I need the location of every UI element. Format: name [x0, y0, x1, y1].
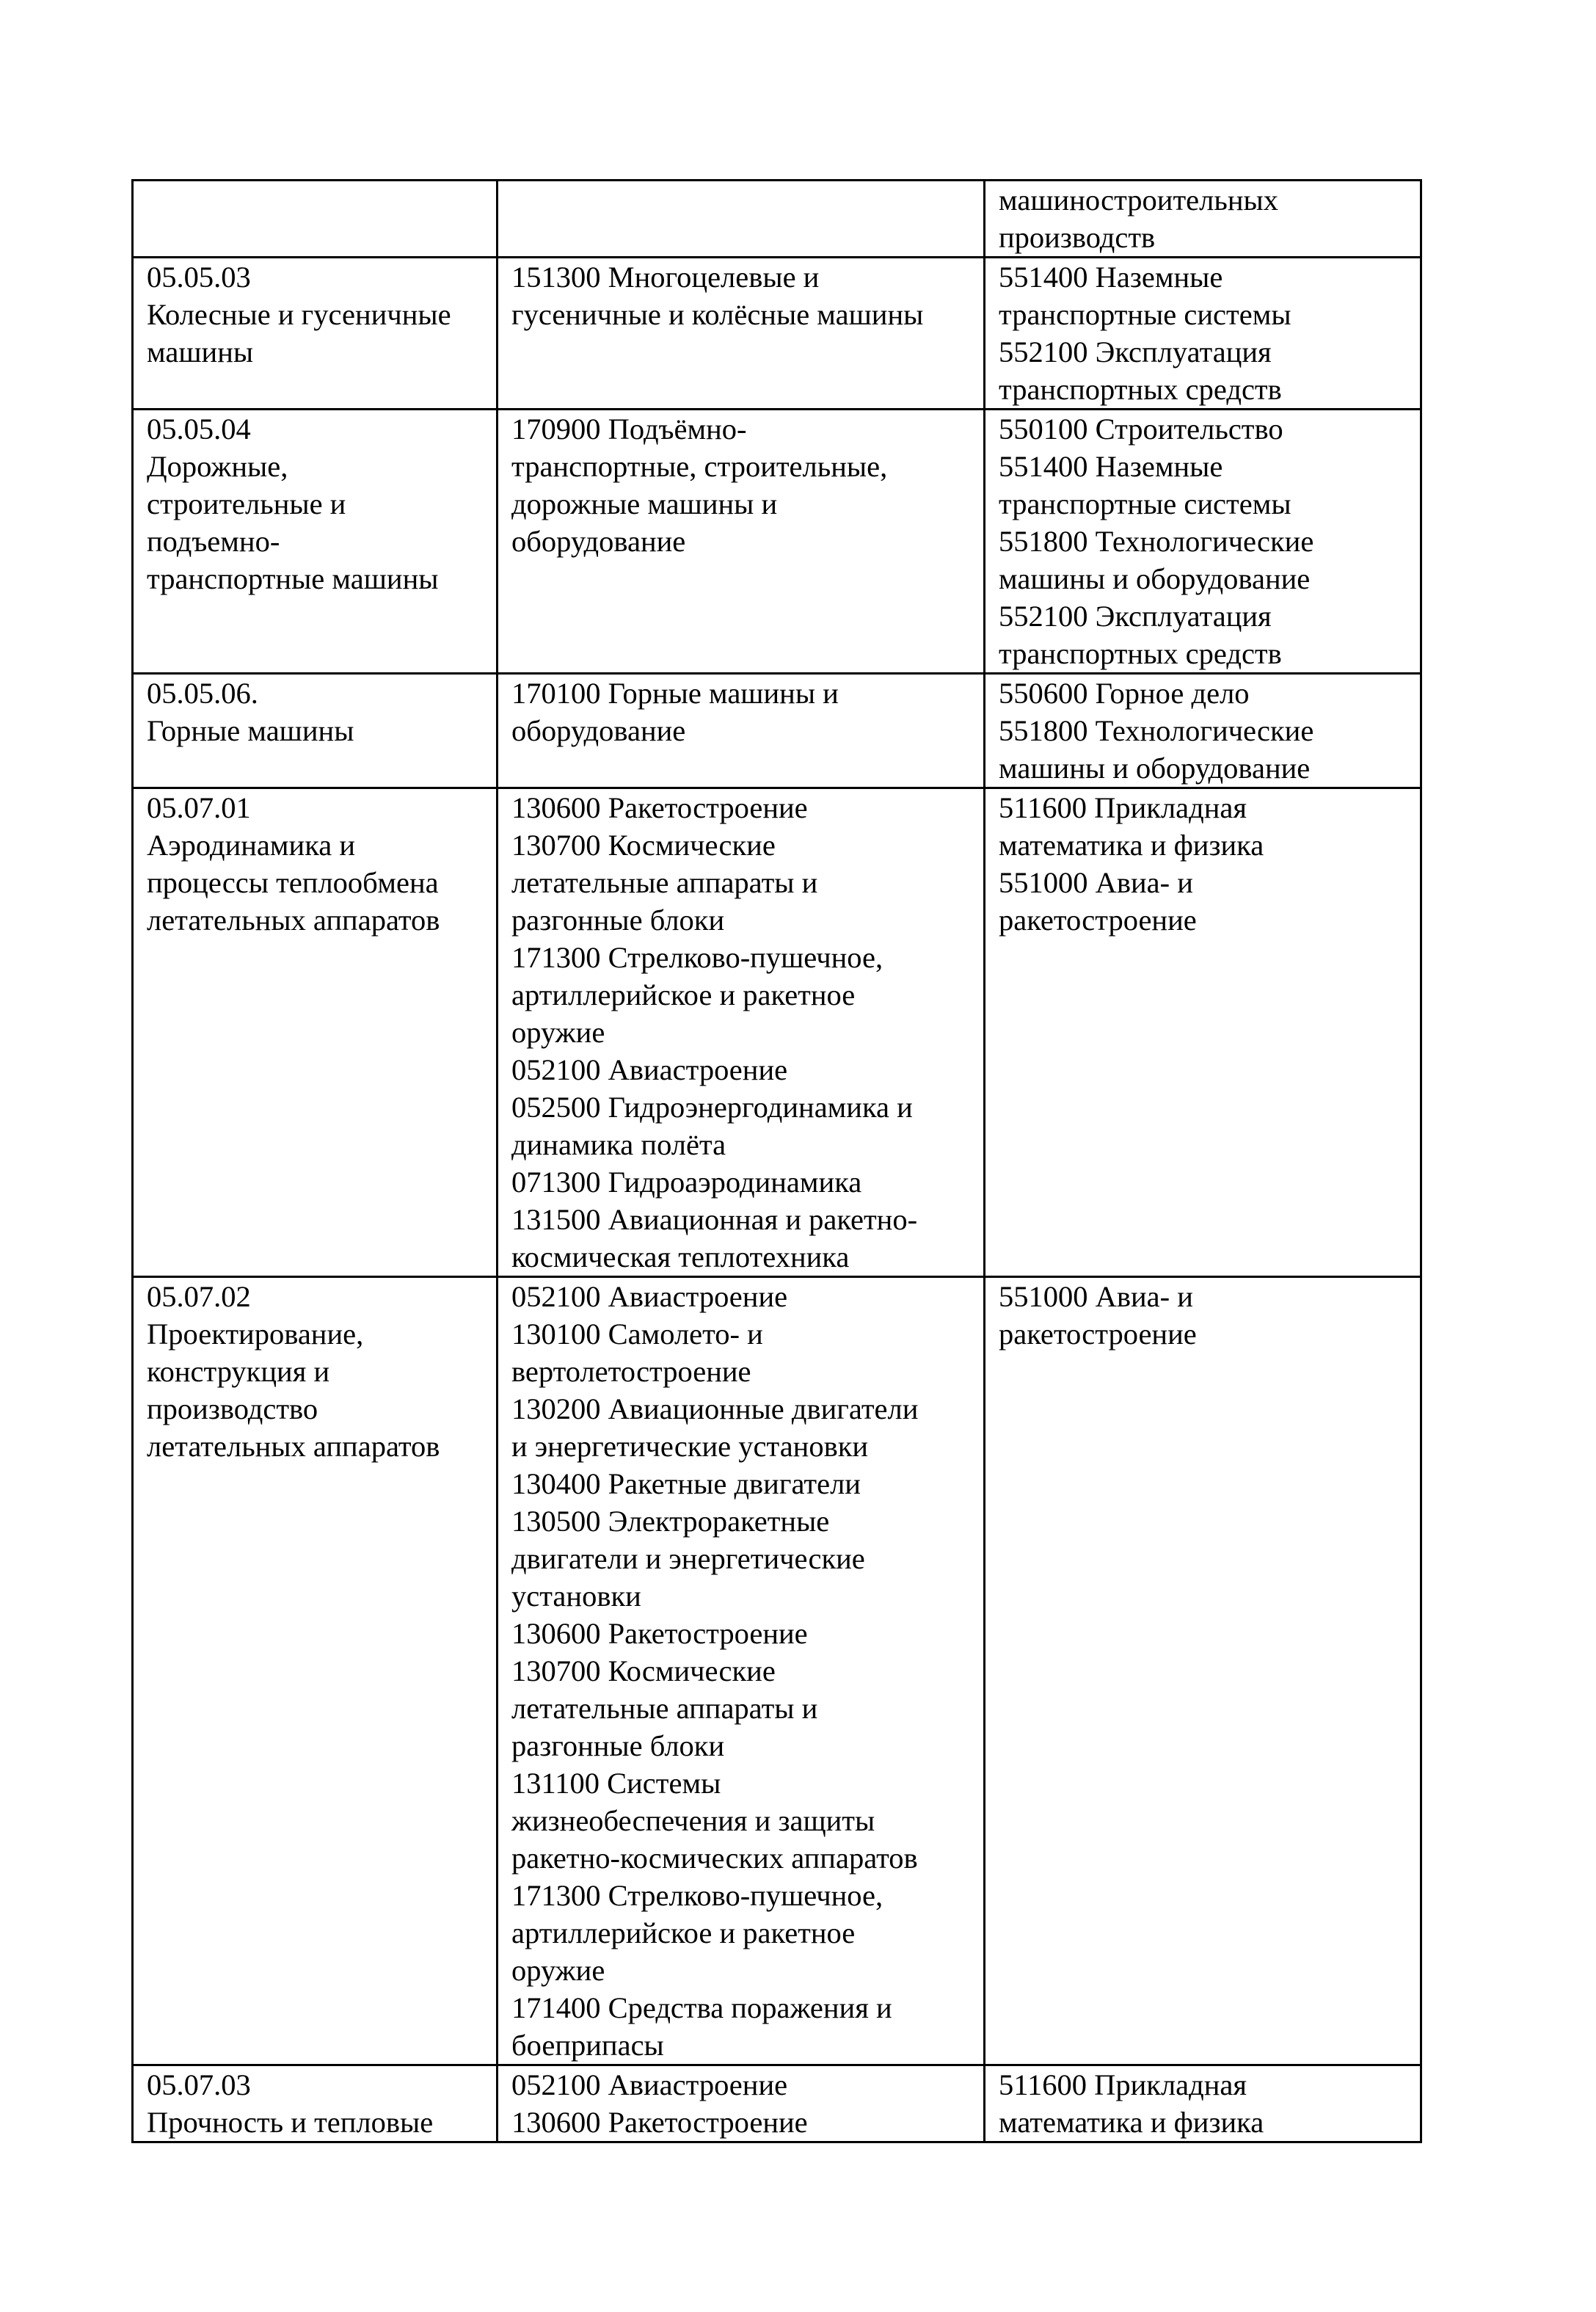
cell-line: жизнеобеспечения и защиты [511, 1804, 875, 1837]
cell-line: артиллерийское и ракетное [511, 1916, 856, 1949]
cell-line: подъемно- [147, 525, 280, 558]
specialty-cell [133, 2065, 498, 2142]
cell-line: транспортных средств [999, 373, 1282, 406]
cell-line: динамика полёта [511, 1128, 726, 1161]
cell-line: 130700 Космические [511, 829, 776, 862]
cell-line: транспортных средств [999, 637, 1282, 670]
cell-line: 171400 Средства поражения и [511, 1991, 892, 2024]
cell-line: оружие [511, 1016, 605, 1049]
cell-line: 130600 Ракетостроение [511, 791, 808, 824]
cell-line: космическая теплотехника [511, 1240, 850, 1273]
cell-line: конструкция и [147, 1355, 330, 1388]
training-direction-cell [498, 181, 985, 258]
cell-line: Аэродинамика и [147, 829, 356, 862]
cell-line: гусеничные и колёсные машины [511, 298, 924, 331]
cell-line: боеприпасы [511, 2029, 664, 2062]
cell-line: летательных аппаратов [147, 904, 440, 937]
cell-line: 05.07.02 [147, 1280, 251, 1313]
training-direction-cell [498, 258, 985, 410]
cell-line: 130200 Авиационные двигатели [511, 1392, 919, 1425]
training-direction-cell [498, 1277, 985, 2065]
cell-line: оборудование [511, 714, 686, 747]
cell-line: 171300 Стрелково-пушечное, [511, 1879, 883, 1912]
cell-line: 511600 Прикладная [999, 791, 1247, 824]
cell-line: 552100 Эксплуатация [999, 335, 1272, 368]
specialty-cell [133, 258, 498, 410]
cell-line: летательные аппараты и [511, 866, 818, 899]
table-row [133, 410, 1421, 674]
cell-line: Дорожные, [147, 450, 288, 483]
cell-line: разгонные блоки [511, 904, 725, 937]
cell-line: разгонные блоки [511, 1729, 725, 1762]
cell-line: оборудование [511, 525, 686, 558]
bachelor-direction-cell [985, 788, 1421, 1277]
cell-line: 170100 Горные машины и [511, 677, 839, 710]
training-direction-cell [498, 674, 985, 788]
cell-line: транспортные машины [147, 562, 439, 595]
cell-line: летательные аппараты и [511, 1692, 818, 1725]
cell-line: 131500 Авиационная и ракетно- [511, 1203, 918, 1236]
cell-line: 052100 Авиастроение [511, 1280, 788, 1313]
cell-line: ракетостроение [999, 1317, 1197, 1351]
bachelor-direction-cell [985, 1277, 1421, 2065]
cell-line: 550600 Горное дело [999, 677, 1250, 710]
cell-line: 05.05.06. [147, 677, 258, 710]
cell-line: 551800 Технологические [999, 525, 1314, 558]
cell-line: 130600 Ракетостроение [511, 2106, 808, 2139]
cell-line: 05.07.01 [147, 791, 251, 824]
cell-line: дорожные машины и [511, 487, 778, 520]
table-body [133, 181, 1421, 2142]
cell-line: 551800 Технологические [999, 714, 1314, 747]
cell-line: математика и физика [999, 2106, 1264, 2139]
cell-line: 170900 Подъёмно- [511, 412, 747, 446]
cell-line: летательных аппаратов [147, 1430, 440, 1463]
cell-line: установки [511, 1579, 641, 1613]
cell-line: двигатели и энергетические [511, 1542, 865, 1575]
cell-line: машины и оборудование [999, 562, 1311, 595]
cell-line: 511600 Прикладная [999, 2068, 1247, 2101]
cell-line: Прочность и тепловые [147, 2106, 434, 2139]
cell-line: оружие [511, 1954, 605, 1987]
cell-line: процессы теплообмена [147, 866, 439, 899]
specialties-table [131, 179, 1422, 2143]
bachelor-direction-cell [985, 258, 1421, 410]
table-row [133, 674, 1421, 788]
cell-line: 071300 Гидроаэродинамика [511, 1166, 862, 1199]
cell-line: 052100 Авиастроение [511, 2068, 788, 2101]
cell-line: 130500 Электроракетные [511, 1505, 830, 1538]
training-direction-cell [498, 788, 985, 1277]
specialty-cell [133, 410, 498, 674]
specialty-cell [133, 1277, 498, 2065]
cell-line: транспортные, строительные, [511, 450, 888, 483]
bachelor-direction-cell [985, 674, 1421, 788]
bachelor-direction-cell [985, 181, 1421, 258]
cell-line: ракетно-космических аппаратов [511, 1842, 918, 1875]
cell-line: Проектирование, [147, 1317, 364, 1351]
cell-line: транспортные системы [999, 487, 1291, 520]
cell-line: 05.07.03 [147, 2068, 251, 2101]
cell-line: 052100 Авиастроение [511, 1053, 788, 1086]
cell-line: 130600 Ракетостроение [511, 1617, 808, 1650]
training-direction-cell [498, 410, 985, 674]
cell-line: артиллерийское и ракетное [511, 978, 856, 1011]
specialty-cell [133, 788, 498, 1277]
table-row [133, 2065, 1421, 2142]
table-row [133, 181, 1421, 258]
bachelor-direction-cell [985, 410, 1421, 674]
cell-line: и энергетические установки [511, 1430, 869, 1463]
table-row [133, 1277, 1421, 2065]
cell-line: 551000 Авиа- и [999, 1280, 1193, 1313]
cell-line: 130700 Космические [511, 1654, 776, 1687]
cell-line: 05.05.03 [147, 261, 251, 294]
cell-line: 551400 Наземные [999, 261, 1223, 294]
bachelor-direction-cell [985, 2065, 1421, 2142]
specialty-cell [133, 181, 498, 258]
cell-line: 130100 Самолето- и [511, 1317, 763, 1351]
cell-line: машиностроительных [999, 183, 1278, 217]
cell-line: 550100 Строительство [999, 412, 1283, 446]
cell-line: вертолетостроение [511, 1355, 751, 1388]
cell-line: строительные и [147, 487, 346, 520]
cell-line: 551400 Наземные [999, 450, 1223, 483]
specialty-cell [133, 674, 498, 788]
cell-line: 552100 Эксплуатация [999, 600, 1272, 633]
table-row [133, 258, 1421, 410]
cell-line: 05.05.04 [147, 412, 251, 446]
training-direction-cell [498, 2065, 985, 2142]
cell-line: производств [999, 221, 1156, 254]
cell-line: машины [147, 335, 254, 368]
cell-line: Горные машины [147, 714, 354, 747]
cell-line: математика и физика [999, 829, 1264, 862]
cell-line: 131100 Системы [511, 1767, 721, 1800]
cell-line: производство [147, 1392, 318, 1425]
cell-line: ракетостроение [999, 904, 1197, 937]
cell-line: Колесные и гусеничные [147, 298, 451, 331]
cell-line: транспортные системы [999, 298, 1291, 331]
cell-line: 130400 Ракетные двигатели [511, 1467, 861, 1500]
cell-line: машины и оборудование [999, 752, 1311, 785]
cell-line: 171300 Стрелково-пушечное, [511, 941, 883, 974]
cell-line: 151300 Многоцелевые и [511, 261, 820, 294]
cell-line: 052500 Гидроэнергодинамика и [511, 1091, 913, 1124]
cell-line: 551000 Авиа- и [999, 866, 1193, 899]
table-row [133, 788, 1421, 1277]
